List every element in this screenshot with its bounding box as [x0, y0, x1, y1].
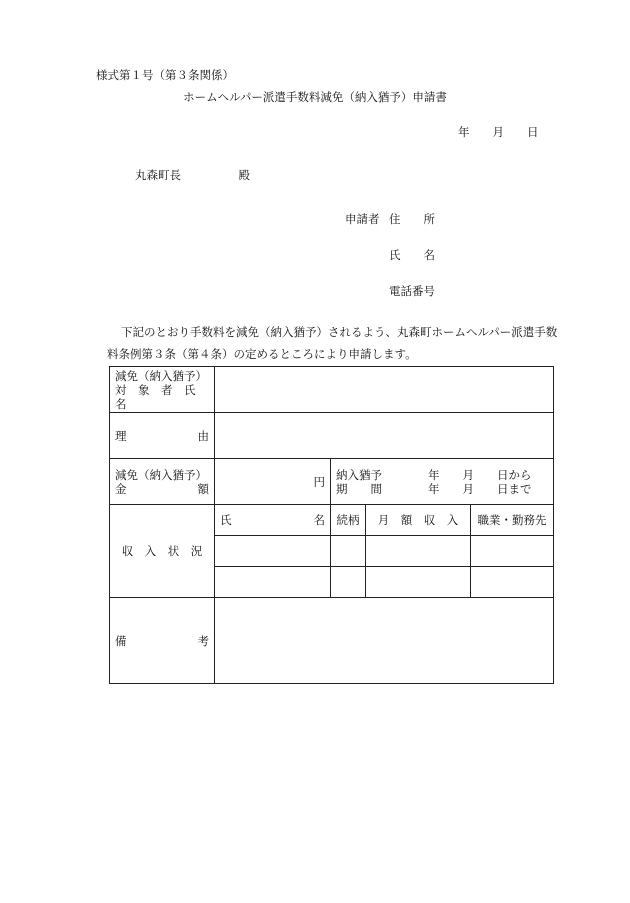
form-title: ホームヘルパー派遣手数料減免（納入猶予）申請書 — [183, 90, 447, 104]
form-number: 様式第１号（第３条関係） — [96, 68, 234, 82]
reason-label — [110, 413, 215, 459]
date-line[interactable]: 年 月 日 — [458, 125, 539, 139]
addressee: 丸森町長 殿 — [135, 168, 250, 182]
amount-label — [110, 459, 215, 505]
income-occupation-cell[interactable] — [471, 567, 554, 598]
remarks-field[interactable] — [215, 598, 554, 684]
reason-label-left: 理 — [115, 428, 127, 443]
deferral-label-2: 期 間 — [336, 481, 382, 496]
address-label: 住 所 — [389, 212, 435, 226]
amount-field[interactable] — [215, 459, 331, 505]
remarks-label-right: 考 — [197, 633, 209, 648]
remarks-row — [110, 598, 554, 684]
col-name-left: 氏 — [220, 513, 232, 527]
name-label: 氏 名 — [389, 248, 435, 262]
body-text: 下記のとおり手数料を減免（納入猶予）されるよう、丸森町ホームヘルパー派遣手数料条例第３条（第４条）の定めるところにより申請します。 — [107, 325, 558, 361]
income-amount-cell[interactable] — [366, 536, 471, 567]
income-relation-cell[interactable] — [331, 536, 366, 567]
col-name-right: 名 — [313, 513, 325, 527]
col-occupation-header: 職業・勤務先 — [471, 505, 554, 536]
amount-label-2-left: 金 — [115, 481, 127, 496]
phone-label: 電話番号 — [389, 284, 435, 298]
applicant-label: 申請者 — [345, 212, 380, 226]
income-relation-cell[interactable] — [331, 567, 366, 598]
remarks-label — [110, 598, 215, 684]
target-name-label-2: 対 象 者 氏 名 — [115, 382, 207, 411]
deferral-from: 年 月 日から — [428, 467, 532, 482]
income-label — [110, 505, 215, 598]
amount-label-1: 減免（納入猶予） — [115, 467, 207, 482]
col-relation-header: 続柄 — [331, 505, 366, 536]
amount-label-2-right: 額 — [197, 481, 209, 496]
income-header-row — [110, 505, 554, 536]
target-name-field[interactable] — [215, 367, 554, 413]
application-table — [109, 366, 554, 684]
target-name-label-1: 減免（納入猶予） — [115, 368, 207, 383]
income-amount-cell[interactable] — [366, 567, 471, 598]
income-label-text: 収 入 状 況 — [121, 544, 203, 558]
col-name-header — [215, 505, 331, 536]
col-monthly-income-header: 月 額 収 入 — [366, 505, 471, 536]
reason-row — [110, 413, 554, 459]
income-occupation-cell[interactable] — [471, 536, 554, 567]
yen-unit: 円 — [313, 474, 325, 489]
deferral-to: 年 月 日まで — [428, 481, 532, 496]
target-name-row — [110, 367, 554, 413]
amount-row — [110, 459, 554, 505]
remarks-label-left: 備 — [115, 633, 127, 648]
reason-field[interactable] — [215, 413, 554, 459]
deferral-label-1: 納入猶予 — [336, 467, 382, 482]
income-name-cell[interactable] — [215, 567, 331, 598]
income-name-cell[interactable] — [215, 536, 331, 567]
target-name-label — [110, 367, 215, 413]
reason-label-right: 由 — [197, 428, 209, 443]
deferral-period[interactable] — [331, 459, 554, 505]
